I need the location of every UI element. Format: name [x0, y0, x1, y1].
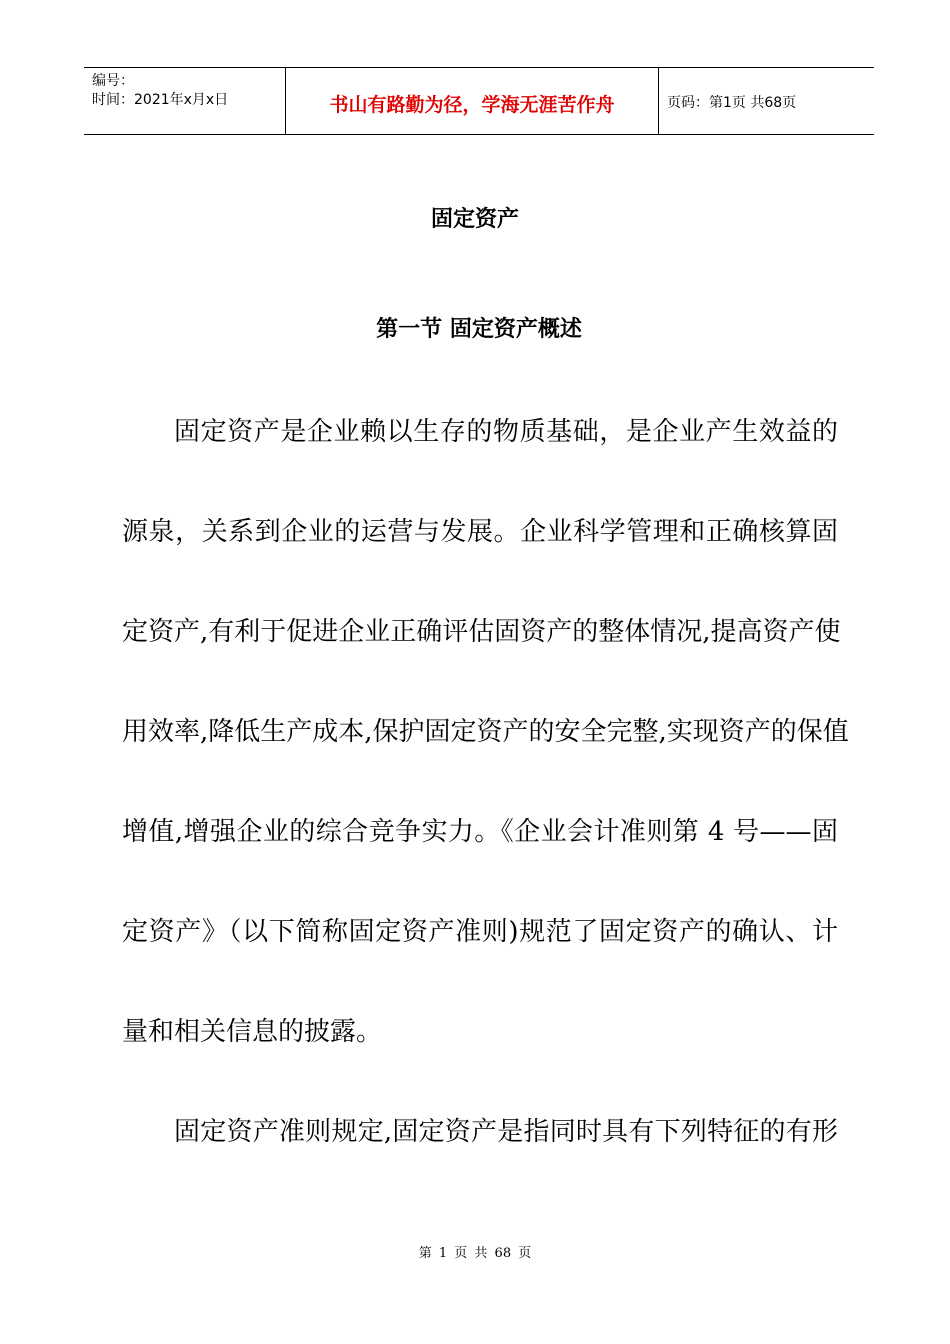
header-page-label: 页码：第1页 共68页: [667, 95, 797, 111]
page-footer: 第 1 页 共 68 页: [418, 1246, 532, 1261]
section-title: 第一节 固定资产概述: [376, 317, 582, 342]
paragraph-line: 源泉，关系到企业的运营与发展。企业科学管理和正确核算固: [122, 517, 838, 547]
document-title: 固定资产: [430, 207, 519, 232]
paragraph-line: 定资产》（以下简称固定资产准则)规范了固定资产的确认、计: [122, 917, 838, 947]
paragraph-line: 固定资产是企业赖以生存的物质基础，是企业产生效益的: [174, 417, 838, 447]
paragraph-line: 增值,增强企业的综合竞争实力。《企业会计准则第 4 号——固: [122, 817, 838, 847]
paragraph-line: 固定资产准则规定,固定资产是指同时具有下列特征的有形: [174, 1117, 838, 1147]
time-label: 时间：2021年x月x日: [92, 92, 229, 108]
page-header: [84, 67, 874, 135]
paragraph-line: 定资产,有利于促进企业正确评估固资产的整体情况,提高资产使: [122, 617, 841, 647]
paragraph-line: 量和相关信息的披露。: [122, 1017, 383, 1047]
paragraph-line: 用效率,降低生产成本,保护固定资产的安全完整,实现资产的保值: [122, 717, 849, 747]
header-meta-cell: [84, 68, 286, 134]
serial-number-label: 编号：: [92, 73, 134, 89]
body-paragraphs: [122, 412, 849, 1212]
header-motto: 书山有路勤为径，学海无涯苦作舟: [286, 68, 659, 134]
